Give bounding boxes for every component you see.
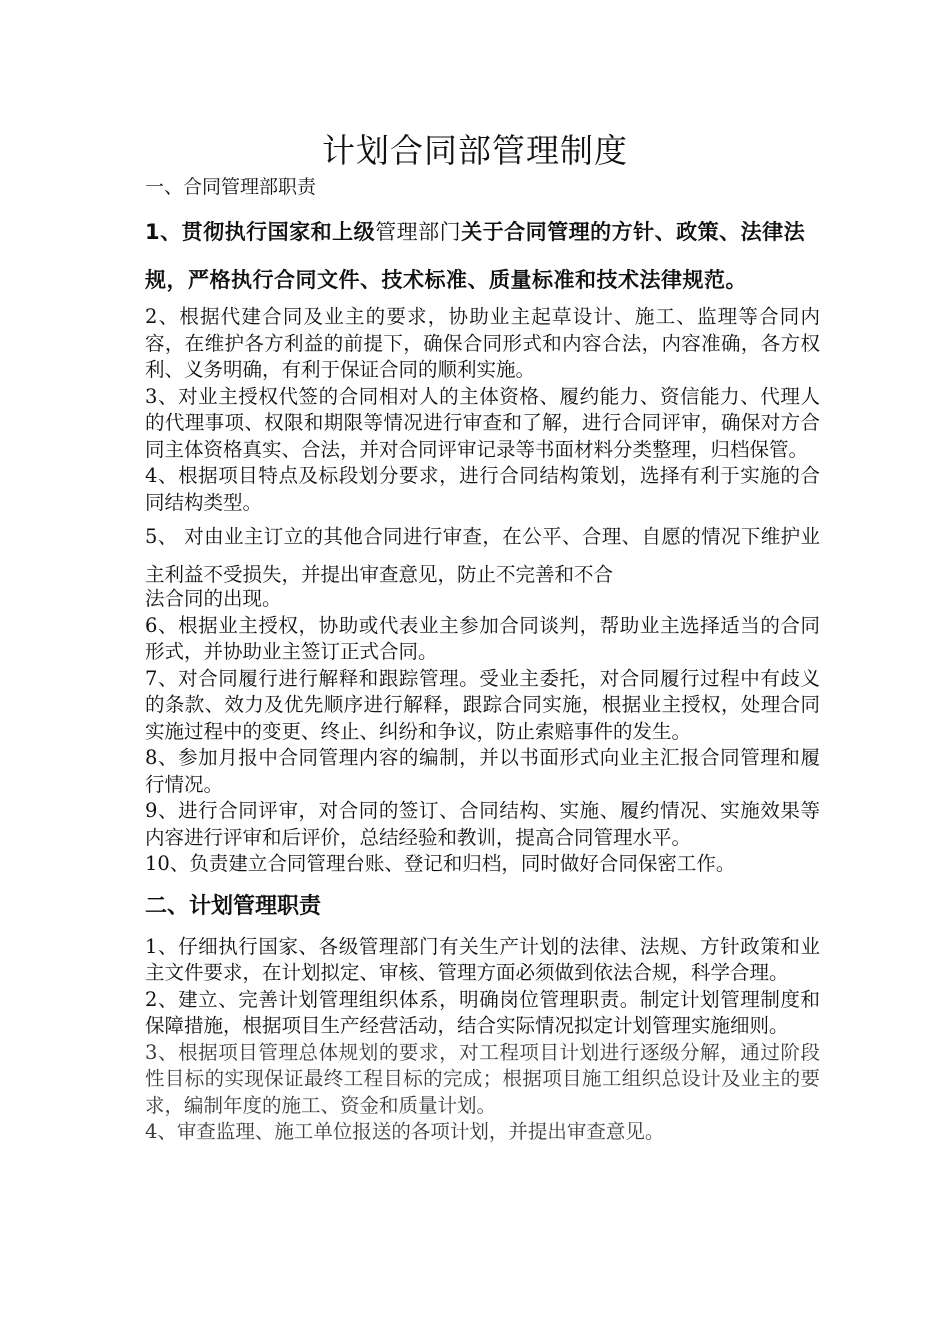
- section1-item4: 4、根据项目特点及标段划分要求，进行合同结构策划，选择有利于实施的合同结构类型。: [145, 464, 820, 514]
- section2-heading: 二、计划管理职责: [145, 893, 322, 919]
- section1-item5: 5、 对由业主订立的其他合同进行审查，在公平、合理、自愿的情况下维护业主利益不受损失，并提出审查意见，防止不完善和不合: [145, 525, 820, 586]
- section1-item3: 3、对业主授权代签的合同相对人的主体资格、履约能力、资信能力、代理人的代理事项、权限和期限等情况进行审查和了解，进行合同评审，确保对方合同主体资格真实、合法，并对合同评审记录等书面材料分类整理，归档保管。: [145, 384, 820, 461]
- section1-item2: 2、根据代建合同及业主的要求，协助业主起草设计、施工、监理等合同内容，在维护各方利益的前提下，确保合同形式和内容合法，内容准确，各方权利、义务明确，有利于保证合同的顺利实施。: [145, 305, 820, 381]
- section1-item1-part-c: 关于合同管理的方针、政策、法律法规，严格执行合同文件、技术标准、质量标准和技术法律规范。: [145, 220, 806, 292]
- section1-item8: 8、参加月报中合同管理内容的编制，并以书面形式向业主汇报合同管理和履行情况。: [145, 746, 820, 796]
- section2-item4: 4、审查监理、施工单位报送的各项计划，并提出审查意见。: [145, 1120, 665, 1143]
- section1-item6: 6、根据业主授权，协助或代表业主参加合同谈判，帮助业主选择适当的合同形式，并协助业主签订正式合同。: [145, 613, 820, 663]
- section1-item5-end: 法合同的出现。: [145, 587, 282, 610]
- section1-item1: [145, 208, 820, 304]
- section1-item7: 7、对合同履行进行解释和跟踪管理。受业主委托，对合同履行过程中有歧义的条款、效力及优先顺序进行解释，跟踪合同实施，根据业主授权，处理合同实施过程中的变更、终止、纠纷和争议，防止索赔事件的发生。: [145, 666, 820, 743]
- section2-item3: 3、根据项目管理总体规划的要求，对工程项目计划进行逐级分解，通过阶段性目标的实现保证最终工程目标的完成；根据项目施工组织总设计及业主的要求，编制年度的施工、资金和质量计划。: [145, 1040, 820, 1117]
- section2-item2: 2、建立、完善计划管理组织体系，明确岗位管理职责。制定计划管理制度和保障措施，根据项目生产经营活动，结合实际情况拟定计划管理实施细则。: [145, 987, 820, 1037]
- section1-item10: 10、负责建立合同管理台账、登记和归档，同时做好合同保密工作。: [145, 852, 736, 875]
- document-title: 计划合同部管理制度: [322, 131, 628, 170]
- section1-heading: 一、合同管理部职责: [145, 176, 317, 198]
- section2-item1: 1、仔细执行国家、各级管理部门有关生产计划的法律、法规、方针政策和业主文件要求，在计划拟定、审核、管理方面必须做到依法合规，科学合理。: [145, 934, 820, 984]
- document-body: [145, 174, 820, 1146]
- section1-item1-part-b: 管理部门: [375, 220, 462, 244]
- section1-item1-part-a: 1、贯彻执行国家和上级: [145, 220, 376, 244]
- section1-item9: 9、进行合同评审，对合同的签订、合同结构、实施、履约情况、实施效果等内容进行评审和后评价，总结经验和教训，提高合同管理水平。: [145, 799, 820, 849]
